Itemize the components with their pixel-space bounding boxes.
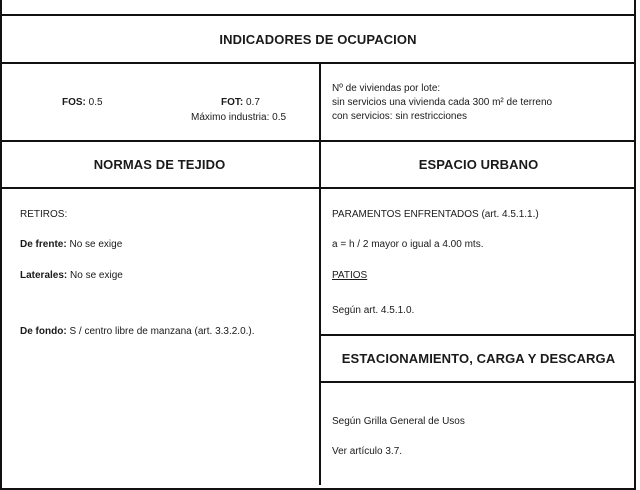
laterales-value: No se exige [70,270,123,281]
fos-value: 0.5 [88,97,103,108]
tejido-title: NORMAS DE TEJIDO [93,157,226,172]
fot-value: 0.7 [246,97,260,108]
espacio-title: ESPACIO URBANO [418,157,539,172]
patios-text: Según art. 4.5.1.0. [332,305,415,316]
paramentos-text: PARAMENTOS ENFRENTADOS (art. 4.5.1.1.) [332,209,539,220]
viviendas-line-3: con servicios: sin restricciones [332,111,468,122]
ver-articulo-text: Ver artículo 3.7. [332,446,403,457]
fos-label: FOS: [62,97,86,108]
rule-below-ocupacion-title [0,62,636,64]
viviendas-line-2: sin servicios una vivienda cada 300 m² de terreno [332,97,553,108]
viviendas-line-1: Nº de viviendas por lote: [332,83,441,94]
retiros-heading: RETIROS: [20,209,68,220]
rule-center-lower [319,140,321,485]
patios-heading: PATIOS [332,270,368,281]
rule-below-section-titles [0,187,636,189]
fondo-value: S / centro libre de manzana (art. 3.3.2.0.). [69,326,255,337]
fot-field [221,97,260,108]
grilla-text: Según Grilla General de Usos [332,416,465,427]
fondo-label: De fondo: [20,326,67,337]
ocupacion-title: INDICADORES DE OCUPACION [219,31,417,47]
laterales-label: Laterales: [20,270,68,281]
formula-text: a = h / 2 mayor o igual a 4.00 mts. [332,239,484,250]
fot-industria: Máximo industria: 0.5 [191,112,287,123]
frente-label: De frente: [20,239,67,250]
fot-label: FOT: [221,97,244,108]
estacionamiento-title: ESTACIONAMIENTO, CARGA Y DESCARGA [341,351,616,366]
fondo-row [20,326,255,337]
frente-row [20,239,122,250]
fos-field [62,97,103,108]
frente-value: No se exige [69,239,123,250]
rule-center-ocupacion [319,62,321,142]
laterales-row [20,270,123,281]
rule-below-estacionamiento-title [320,381,636,383]
